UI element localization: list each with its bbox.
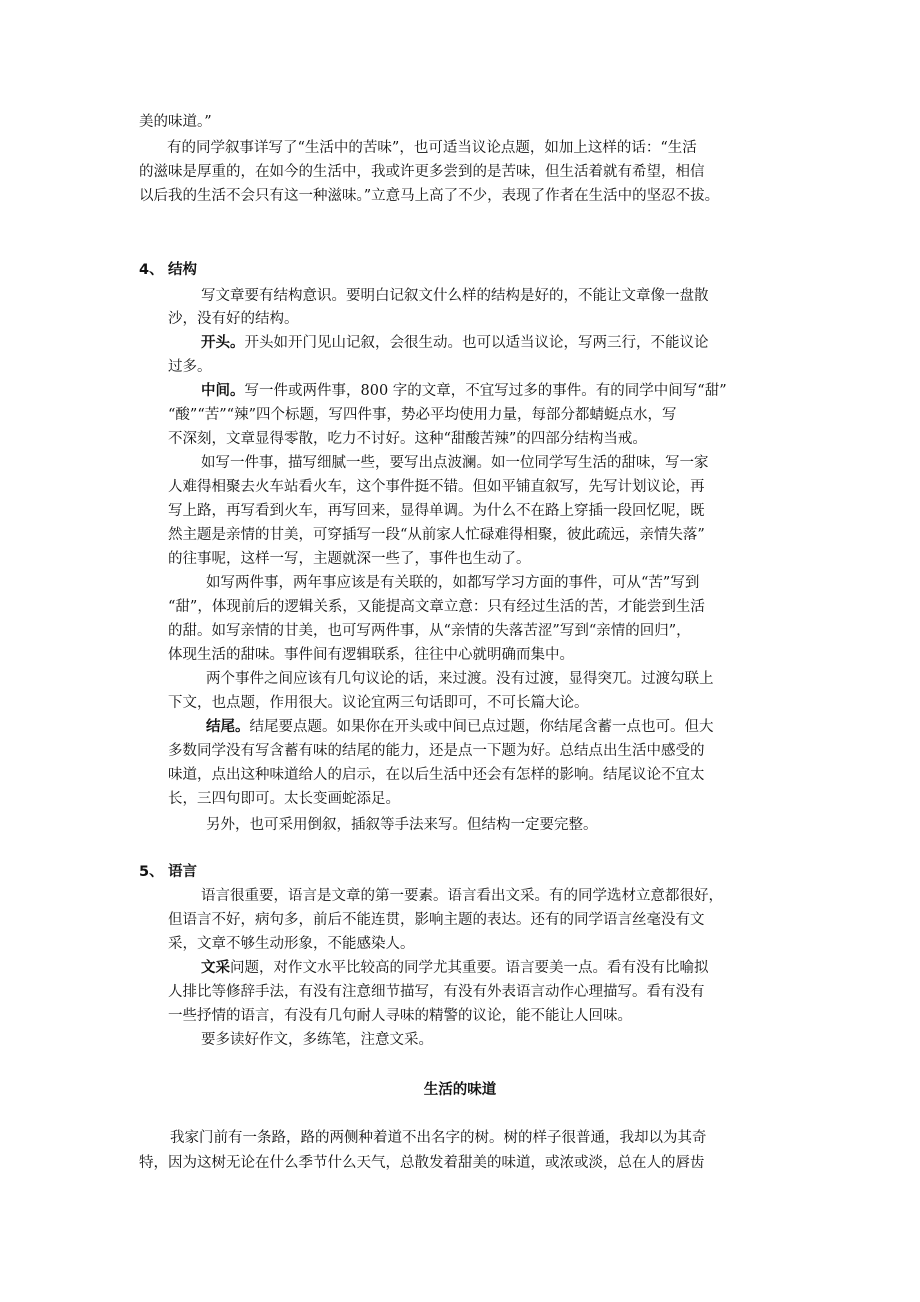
text-line: 结尾要点题。如果你在开头或中间已点过题，你结尾含蓄一点也可。但大 xyxy=(249,719,714,735)
text-line: 采，文章不够生动形象，不能感染人。 xyxy=(168,936,415,952)
text-line: 如写两件事，两年事应该是有关联的，如都写学习方面的事件，可从“苦”写到 xyxy=(206,575,700,591)
text-line: 问题，对作文水平比较高的同学尤其重要。语言要美一点。看有没有比喻拟 xyxy=(230,960,709,976)
text-line: 长，三四句即可。太长变画蛇添足。 xyxy=(168,791,400,807)
text-line: 有的同学叙事详写了“生活中的苦味”，也可适当议论点题，如加上这样的话：“生活 xyxy=(167,140,697,156)
text-line: 写一件或两件事，800 字的文章，不宜写过多的事件。有的同学中间写“甜” xyxy=(244,383,727,399)
essay-title: 生活的味道 xyxy=(423,1082,497,1098)
section-4-number: 4、 xyxy=(139,262,164,278)
text-line: 人排比等修辞手法，有没有注意细节描写，有没有外表语言动作心理描写。看有没有 xyxy=(168,984,705,1000)
text-line: “甜”，体现前后的逻辑关系，又能提高文章立意：只有经过生活的苦，才能尝到生活 xyxy=(168,599,705,615)
text-line: 开头如开门见山记叙，会很生动。也可以适当议论，写两三行，不能议论 xyxy=(244,335,709,351)
text-line: 下文，也点题，作用很大。议论宜两三句话即可，不可长篇大论。 xyxy=(168,695,589,711)
wencai-paragraph xyxy=(201,958,709,978)
text-line: 语言很重要，语言是文章的第一要素。语言看出文采。有的同学选材立意都很好， xyxy=(201,888,723,904)
text-line: 体现生活的甜味。事件间有逻辑联系，往往中心就明确而集中。 xyxy=(168,647,574,663)
text-line: 的甜。如写亲情的甘美，也可写两件事，从“亲情的失落苦涩”写到“亲情的回归”， xyxy=(168,623,691,639)
section-4-title: 结构 xyxy=(168,262,197,278)
text-line: 我家门前有一条路，路的两侧种着道不出名字的树。树的样子很普通，我却以为其奇 xyxy=(170,1130,707,1146)
text-line: 不深刻，文章显得零散，吃力不讨好。这种“甜酸苦辣”的四部分结构当戒。 xyxy=(168,431,647,447)
text-line: 如写一件事，描写细腻一些，要写出点波澜。如一位同学写生活的甜味，写一家 xyxy=(201,455,709,471)
text-line: 的滋味是厚重的，在如今的生活中，我或许更多尝到的是苦味，但生活着就有希望，相信 xyxy=(139,164,705,180)
text-line: 人难得相聚去火车站看火车，这个事件挺不错。但如平铺直叙写，先写计划议论，再 xyxy=(168,479,705,495)
text-line: 一些抒情的语言，有没有几句耐人寻味的精警的议论，能不能让人回味。 xyxy=(168,1008,632,1024)
text-line: 写文章要有结构意识。要明白记叙文什么样的结构是好的，不能让文章像一盘散 xyxy=(201,288,709,304)
text-line: “酸”“苦”“辣”四个标题，写四件事，势必平均使用力量，每部分都蜻蜓点水，写 xyxy=(168,407,677,423)
text-line: 两个事件之间应该有几句议论的话，来过渡。没有过渡，显得突兀。过渡勾联上 xyxy=(206,671,714,687)
text-line: 然主题是亲情的甘美，可穿插写一段“从前家人忙碌难得相聚，彼此疏远，亲情失落” xyxy=(168,527,705,543)
open-label: 开头。 xyxy=(201,335,245,351)
text-line: 过多。 xyxy=(168,359,212,375)
text-line: 但语言不好，病句多，前后不能连贯，影响主题的表达。还有的同学语言丝毫没有文 xyxy=(168,912,705,928)
middle-paragraph xyxy=(201,381,727,401)
text-line: 的往事呢，这样一写，主题就深一些了，事件也生动了。 xyxy=(168,551,531,567)
section-5-title: 语言 xyxy=(168,864,197,880)
text-line: 多数同学没有写含蓄有味的结尾的能力，还是点一下题为好。总结点出生活中感受的 xyxy=(168,743,705,759)
text-line: 要多读好作文，多练笔，注意文采。 xyxy=(201,1032,433,1048)
open-paragraph xyxy=(201,333,709,353)
text-line: 美的味道。” xyxy=(139,114,212,130)
text-line: 写上路，再写看到火车，再写回来，显得单调。为什么不在路上穿插一段回忆呢，既 xyxy=(168,503,705,519)
wencai-label: 文采 xyxy=(201,960,230,976)
text-line: 以后我的生活不会只有这一种滋味。”立意马上高了不少，表现了作者在生活中的坚忍不拔。 xyxy=(139,188,720,204)
section-5-number: 5、 xyxy=(139,864,164,880)
middle-label: 中间。 xyxy=(201,383,245,399)
text-line: 特，因为这树无论在什么季节什么天气，总散发着甜美的味道，或浓或淡，总在人的唇齿 xyxy=(139,1155,705,1171)
text-line: 味道，点出这种味道给人的启示，在以后生活中还会有怎样的影响。结尾议论不宜太 xyxy=(168,767,705,783)
end-paragraph xyxy=(206,717,714,737)
text-line: 沙，没有好的结构。 xyxy=(168,311,299,327)
end-label: 结尾。 xyxy=(206,719,250,735)
text-line: 另外，也可采用倒叙，插叙等手法来写。但结构一定要完整。 xyxy=(206,817,598,833)
